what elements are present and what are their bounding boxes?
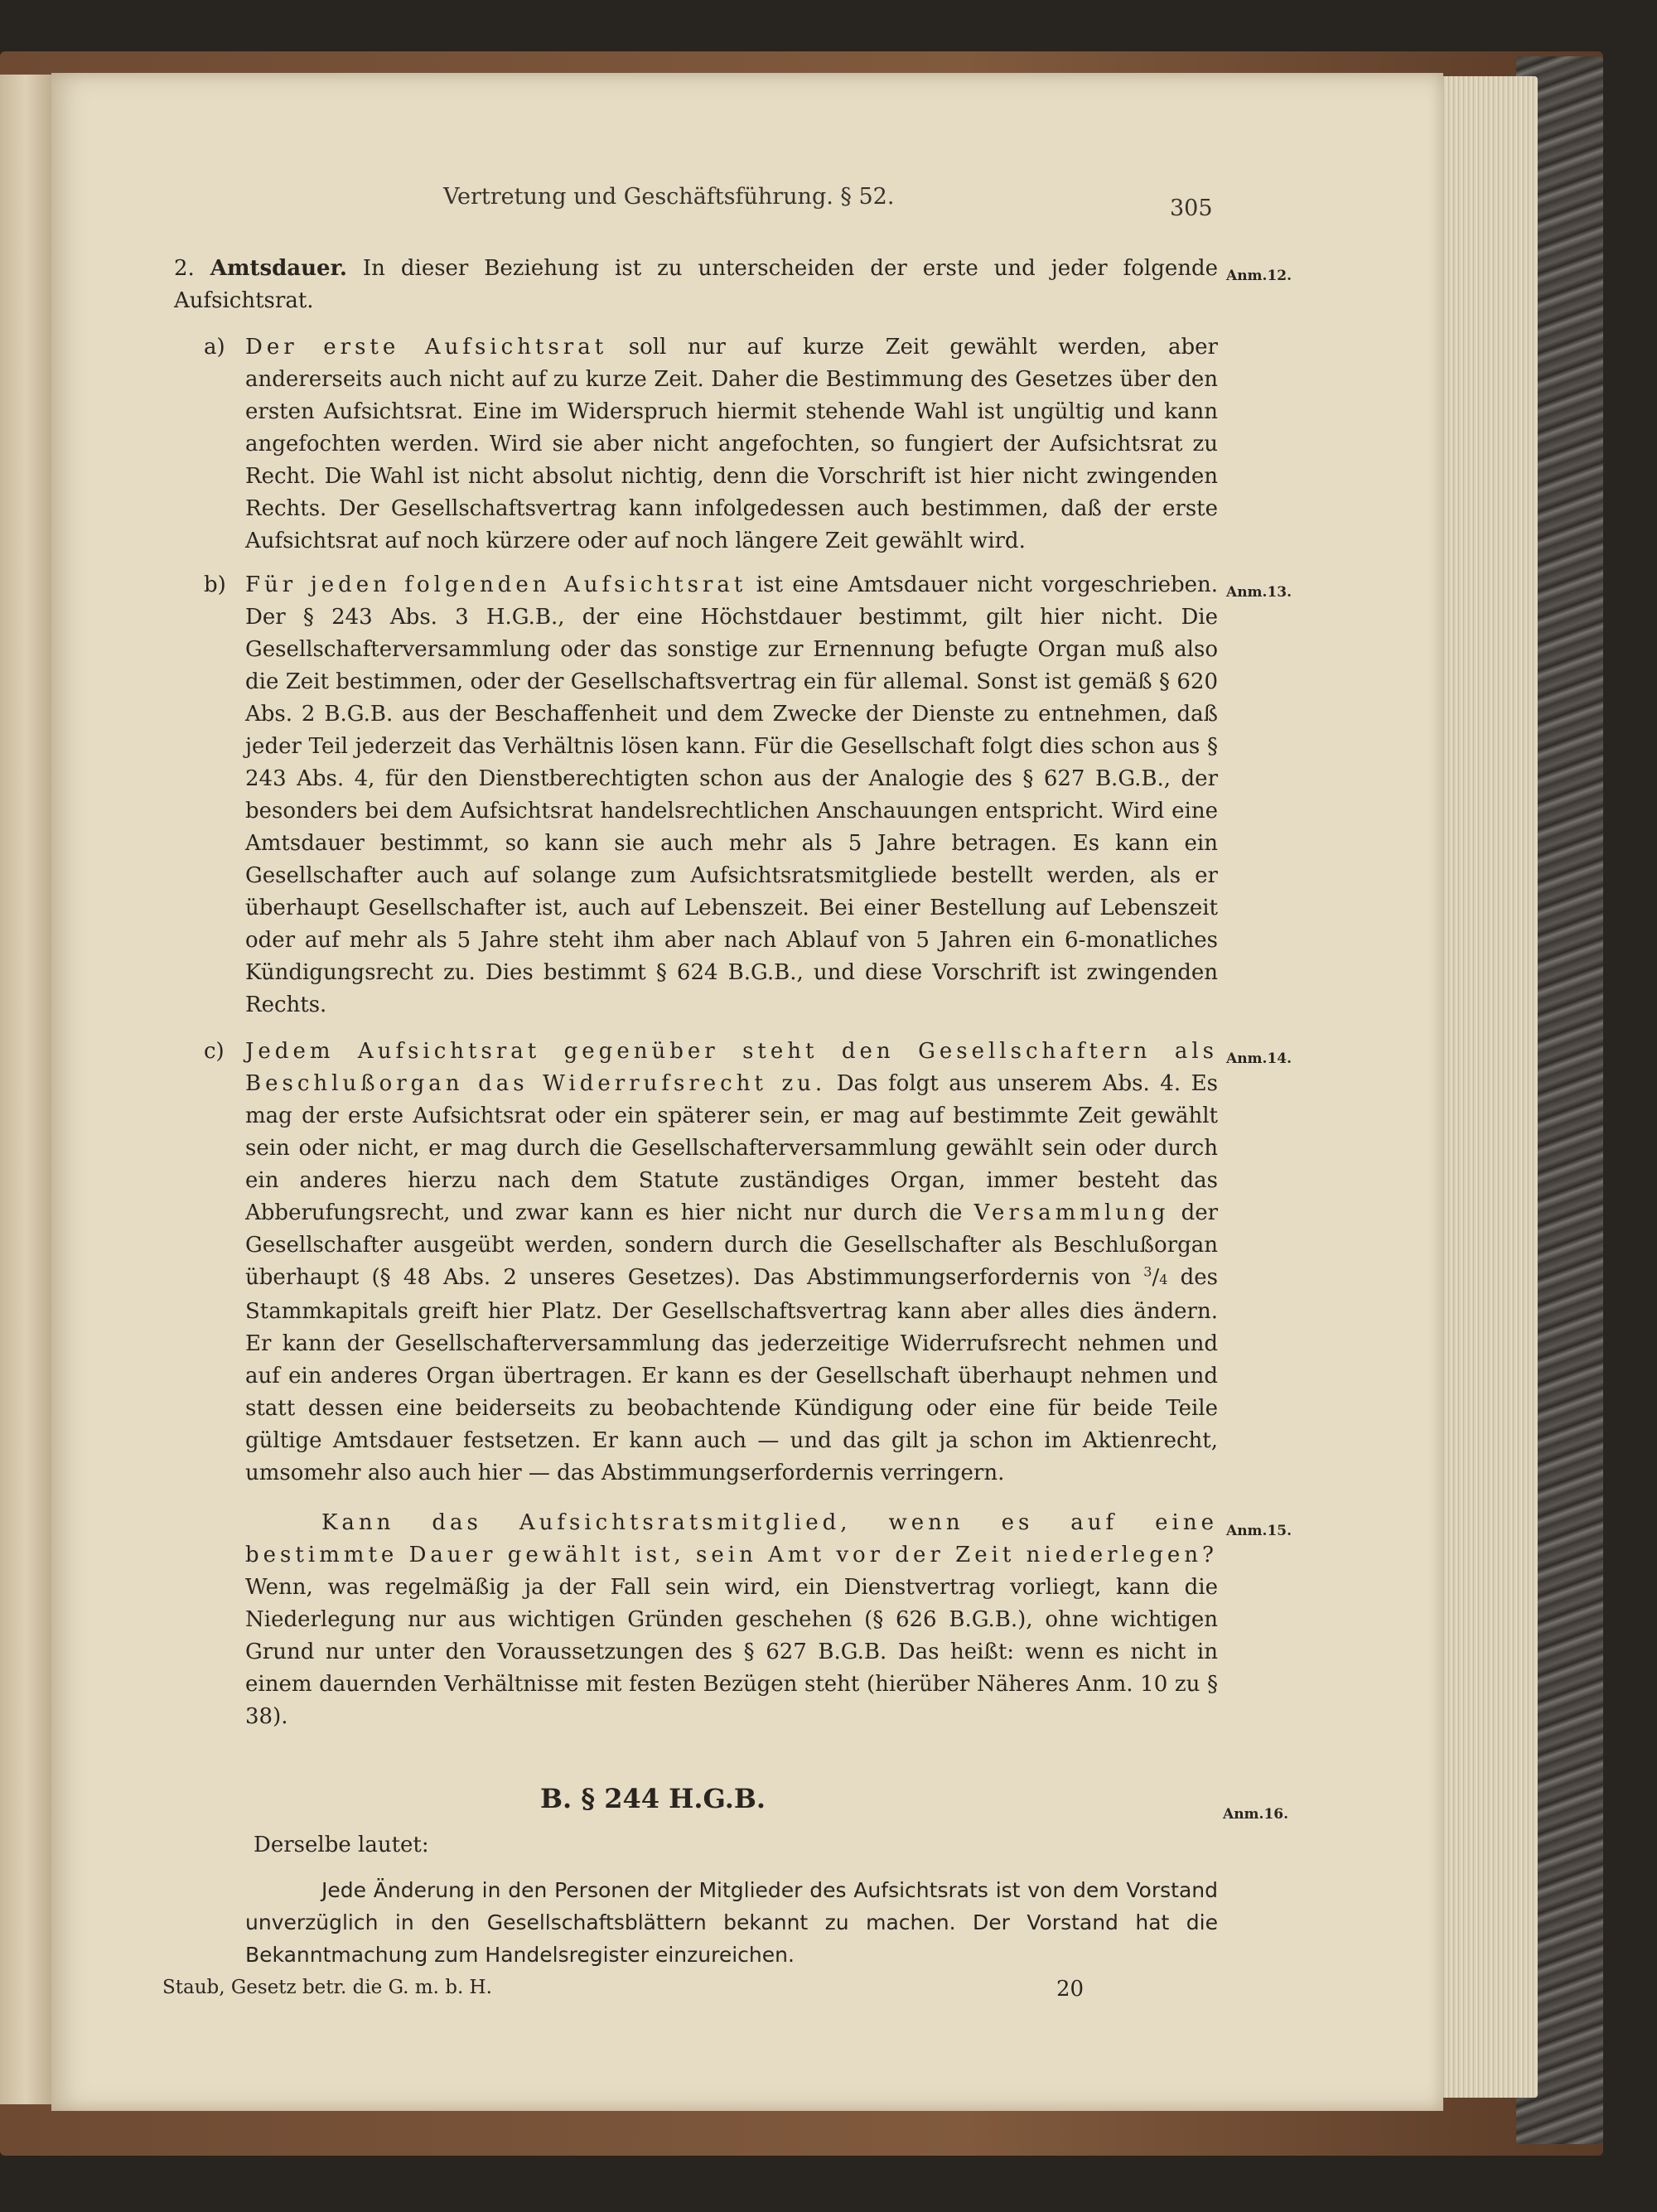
margin-note-16: Anm.16. [1223, 1806, 1289, 1823]
margin-note-12: Anm.12. [1226, 268, 1292, 284]
item-c-text-3: des Stammkapitals greift hier Platz. Der Gesellschaftsvertrag kann aber alles dies ändern. Er kann der Gesellschafterversammlung das jederzeitige Widerrufsrecht nehmen und auf ein anderes Organ übertragen. Er kann es der Gesellschaft überhaupt nehmen und statt dessen eine beiderseits zu beobachtende Kündigung oder eine für beide Teile gültige Amtsdauer festsetzen. Er kann auch — und das gilt ja schon im Aktienrecht, umsomehr also auch hier — das Abstimmungserfordernis verringern. [245, 1265, 1219, 1485]
section-b-quote: Jede Änderung in den Personen der Mitglieder des Aufsichtsrats ist von dem Vorstand unverzüglich in den Gesellschaftsblättern bekannt zu machen. Der Vorstand hat die Bekanntmachung zum Handelsregister einzureichen. [245, 1878, 1218, 1967]
running-title: Vertretung und Geschäftsführung. § 52. [443, 184, 895, 210]
item-b-paragraph [204, 569, 1218, 1021]
footer-sheet-number: 20 [1056, 1977, 1085, 2002]
item-b-text: ist eine Amtsdauer nicht vorgeschrieben. Der § 243 Abs. 3 H.G.B., der eine Höchstdauer bestimmt, gilt hier nicht. Die Gesellschafterversammlung oder das sonstige zur Ernennung befugte Organ muß also die Zeit bestimmen, oder der Gesellschaftsvertrag ein für allemal. Sonst ist gemäß § 620 Abs. 2 B.G.B. aus der Beschaffenheit und dem Zwecke der Dienste zu entnehmen, daß jeder Teil jederzeit das Verhältnis lösen kann. Für die Gesellschaft folgt dies schon aus § 243 Abs. 4, für den Dienstberechtigten schon aus der Analogie des § 627 B.G.B., der besonders bei dem Aufsichtsrat handelsrechtlichen Anschauungen entspricht. Wird eine Amtsdauer bestimmt, so kann sie auch mehr als 5 Jahre betragen. Es kann ein Gesellschafter auch auf solange zum Aufsichtsratsmitgliede bestellt werden, als er überhaupt Gesellschafter ist, auch auf Lebenszeit. Bei einer Bestellung auf Lebenszeit oder auf mehr als 5 Jahre steht ihm aber nach Ablauf von 5 Jahren ein 6-monatliches Kündigungsrecht zu. Dies bestimmt § 624 B.G.B., und diese Vorschrift ist zwingenden Rechts. [245, 572, 1218, 1017]
left-page-edge [0, 75, 51, 2104]
item-a-lead: Der erste Aufsichtsrat [245, 335, 608, 360]
item-a-paragraph [204, 331, 1218, 558]
item-c-text-1: Das folgt aus unserem Abs. 4. Es mag der erste Aufsichtsrat oder ein späterer sein, er mag auf bestimmte Zeit gewählt sein oder nicht, er mag durch die Gesellschafterversammlung gewählt sein oder durch ein anderes hierzu nach dem Statute zuständiges Organ, immer besteht das Abberufungsrecht, und zwar kann es hier nicht nur durch die [245, 1071, 1218, 1225]
item-c-text-2: der Gesellschafter ausgeübt werden, sondern durch die Gesellschafter als Beschlußorgan überhaupt (§ 48 Abs. 2 unseres Gesetzes). Das Abstimmungserfordernis von [245, 1200, 1219, 1290]
footer-signature: Staub, Gesetz betr. die G. m. b. H. [162, 1977, 492, 1998]
item-c-label: c) [204, 1039, 225, 1064]
item-c-emphasis: Versammlung [973, 1200, 1170, 1225]
section-number: 2. [174, 256, 195, 281]
item-a-text: soll nur auf kurze Zeit gewählt werden, aber andererseits auch nicht auf zu kurze Zeit. Daher die Bestimmung des Gesetzes über den ersten Aufsichtsrat. Eine im Widerspruch hiermit stehende Wahl ist ungültig und kann angefochten werden. Wird sie aber nicht angefochten, so fungiert der Aufsichtsrat zu Recht. Die Wahl ist nicht absolut nichtig, denn die Vorschrift ist hier nicht zwingenden Rechts. Der Gesellschaftsvertrag kann infolgedessen auch bestimmen, daß der erste Aufsichtsrat auf noch kürzere oder auf noch längere Zeit gewählt wird. [245, 335, 1218, 553]
page-stack-edges [1440, 76, 1538, 2098]
item-c-lead: Jedem Aufsichtsrat gegenüber steht den Gesellschaftern als Beschlußorgan das Widerrufsrecht zu. [245, 1039, 1218, 1096]
paragraph-niederlegung [245, 1507, 1218, 1733]
niederlegung-text: Wenn, was regelmäßig ja der Fall sein wird, ein Dienstvertrag vorliegt, kann die Niederlegung nur aus wichtigen Gründen geschehen (§ 626 B.G.B.), ohne wichtigen Grund nur unter den Voraussetzungen des § 627 B.G.B. Das heißt: wenn es nicht in einem dauernden Verhältnisse mit festen Bezügen steht (hierüber Näheres Anm. 10 zu § 38). [245, 1575, 1218, 1729]
item-b-lead: Für jeden folgenden Aufsichtsrat [245, 572, 747, 597]
margin-note-15: Anm.15. [1226, 1523, 1292, 1539]
margin-note-14: Anm.14. [1226, 1050, 1292, 1067]
section-b-intro: Derselbe lautet: [254, 1833, 429, 1857]
section-amtsdauer [174, 253, 1218, 317]
item-c-paragraph [204, 1036, 1219, 1490]
margin-note-13: Anm.13. [1226, 584, 1292, 601]
section-heading: Amtsdauer. [210, 256, 347, 281]
niederlegung-lead: Kann das Aufsichtsratsmitglied, wenn es auf eine bestimmte Dauer gewählt ist, sein Amt vor der Zeit niederlegen? [245, 1510, 1218, 1567]
item-b-label: b) [204, 572, 226, 597]
section-b-heading: B. § 244 H.G.B. [540, 1783, 766, 1814]
fraction: $^3$/4 [1143, 1263, 1168, 1290]
page-number: 305 [1170, 196, 1213, 221]
section-text: In dieser Beziehung ist zu unterscheiden der erste und jeder folgende Aufsichtsrat. [174, 256, 1218, 313]
item-a-label: a) [204, 335, 225, 360]
